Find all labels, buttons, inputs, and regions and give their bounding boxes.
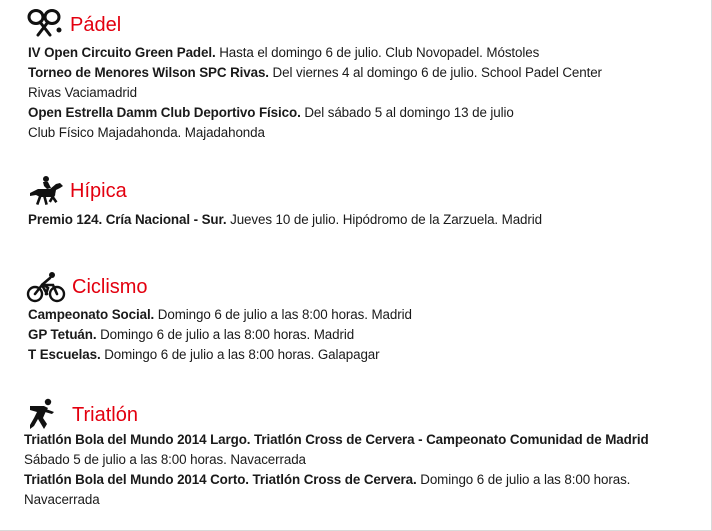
section-title: Ciclismo [72,276,148,298]
event-list [24,430,711,510]
event-details: Hasta el domingo 6 de julio. Club Novopadel. Móstoles [215,45,540,60]
event-details-continued: Club Físico Majadahonda. Majadahonda [28,125,265,140]
event-details: Jueves 10 de julio. Hipódromo de la Zarzuela. Madrid [226,212,542,227]
runner-icon [26,398,66,432]
section-hipica [0,174,711,230]
event-details-continued: Navacerrada [24,492,100,507]
event-details: Domingo 6 de julio a las 8:00 horas. Galapagar [100,347,380,362]
event-entry [28,43,711,63]
event-details-continued: Rivas Vaciamadrid [28,85,137,100]
section-heading [0,398,711,432]
horse-rider-icon [26,174,66,208]
section-title: Hípica [70,180,127,202]
event-details: Del sábado 5 al domingo 13 de julio [300,105,514,120]
section-heading [0,270,711,304]
section-ciclismo [0,270,711,365]
event-details: Domingo 6 de julio a las 8:00 horas. [416,472,631,487]
section-heading [0,8,711,42]
section-title: Pádel [70,14,122,36]
event-name: Premio 124. Cría Nacional - Sur. [28,212,227,227]
event-entry [28,63,711,103]
event-entry [28,345,711,365]
event-list [28,210,711,230]
event-name: IV Open Circuito Green Padel. [28,45,216,60]
event-name: T Escuelas. [28,347,101,362]
section-padel [0,8,711,143]
event-list [28,43,711,143]
section-triatlon [0,398,711,510]
event-entry [28,103,711,143]
event-details: Domingo 6 de julio a las 8:00 horas. Madrid [154,307,412,322]
event-details: Del viernes 4 al domingo 6 de julio. School Padel Center [268,65,602,80]
event-list [28,305,711,365]
event-name: Triatlón Bola del Mundo 2014 Largo. Triatlón Cross de Cervera - Campeonato Comunidad de Madrid [24,432,649,447]
event-name: Torneo de Menores Wilson SPC Rivas. [28,65,269,80]
event-entry [28,325,711,345]
event-name: GP Tetuán. [28,327,97,342]
event-name: Triatlón Bola del Mundo 2014 Corto. Triatlón Cross de Cervera. [24,472,417,487]
padel-rackets-icon [26,8,66,42]
section-title: Triatlón [72,404,138,426]
event-entry [24,470,711,510]
event-entry [24,430,711,470]
event-entry [28,210,711,230]
event-details-continued: Sábado 5 de julio a las 8:00 horas. Navacerrada [24,452,306,467]
event-details: Domingo 6 de julio a las 8:00 horas. Madrid [96,327,355,342]
event-name: Campeonato Social. [28,307,155,322]
event-entry [28,305,711,325]
cyclist-icon [26,270,66,304]
event-name: Open Estrella Damm Club Deportivo Físico. [28,105,301,120]
section-heading [0,174,711,208]
